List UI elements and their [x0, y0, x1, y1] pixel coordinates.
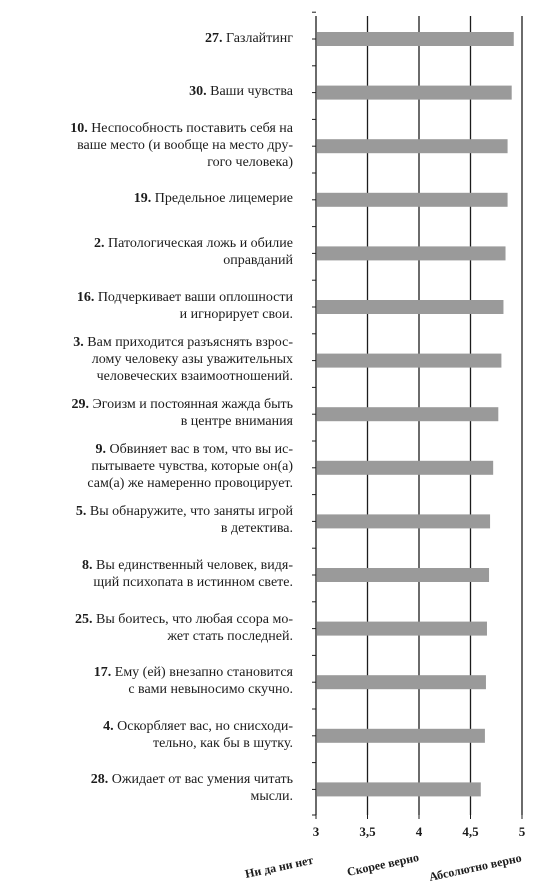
bar: [317, 139, 508, 153]
category-label: [8, 334, 293, 385]
category-label: [8, 664, 293, 698]
bar: [317, 514, 490, 528]
category-text: Подчеркивает ваши оплошности и игнорирует свои.: [97, 290, 293, 322]
bar: [317, 354, 501, 368]
bar: [317, 300, 503, 314]
category-number: 27.: [204, 30, 223, 46]
category-text: Неспособность поставить себя на ваше место (и вообще на место дру- гого человека): [77, 120, 293, 170]
category-number: 19.: [133, 191, 152, 207]
category-number: 16.: [76, 290, 95, 305]
category-label: [8, 30, 293, 47]
category-text: Патологическая ложь и обилие оправданий: [108, 236, 293, 269]
category-label: [8, 396, 293, 430]
category-text: Ему (ей) внезапно становится с вами невыносимо скучно.: [114, 665, 293, 698]
category-label: [8, 718, 293, 752]
verbal-scale-label: Абсолютно верно: [427, 850, 523, 884]
category-text: Вы обнаружите, что заняты игрой в детектива.: [89, 504, 293, 537]
bar: [317, 86, 512, 100]
category-number: 29.: [71, 397, 89, 413]
category-number: 9.: [95, 442, 107, 458]
bar: [317, 461, 493, 475]
category-number: 28.: [90, 772, 109, 788]
bar: [317, 568, 489, 582]
category-number: 25.: [75, 611, 93, 627]
x-tick-label: 3,5: [359, 824, 376, 839]
category-label: [8, 235, 293, 269]
category-number: 8.: [82, 558, 93, 573]
category-label: [8, 771, 293, 805]
category-number: 10.: [70, 120, 88, 136]
category-text: Газлайтинг: [222, 30, 293, 46]
category-label: [8, 289, 293, 323]
category-number: 4.: [103, 718, 114, 734]
category-label: [8, 83, 293, 100]
category-number: 5.: [75, 504, 87, 520]
category-text: Вы боитесь, что любая ссора мо- жет стать последней.: [96, 611, 293, 644]
bar: [317, 622, 487, 636]
category-label: [8, 557, 293, 591]
category-label: [8, 611, 293, 645]
category-number: 2.: [94, 236, 105, 252]
bar: [317, 729, 485, 743]
verbal-scale-label: Ни да ни нет: [243, 852, 315, 881]
category-text: Ожидает от вас умения читать мысли.: [111, 772, 293, 805]
category-label: [8, 190, 293, 207]
category-text: Предельное лицемерие: [151, 191, 293, 207]
x-tick-label: 3: [312, 824, 320, 839]
category-number: 3.: [73, 335, 84, 351]
category-text: Вы единственный человек, видя- щий психопата в истинном свете.: [93, 558, 293, 590]
category-text: Вам приходится разъяснять взрос- лому человеку азы уважительных человеческих взаимоотношений.: [87, 335, 293, 385]
category-number: 30.: [189, 84, 207, 100]
bar: [317, 782, 481, 796]
bar: [317, 407, 498, 421]
x-tick-label: 4,5: [462, 824, 479, 839]
bar: [317, 675, 486, 689]
bar: [317, 193, 508, 207]
x-tick-label: 5: [518, 824, 526, 839]
category-label: [8, 441, 293, 492]
category-number: 17.: [93, 665, 112, 681]
category-text: Эгоизм и постоянная жажда быть в центре внимания: [92, 397, 293, 430]
category-label: [8, 503, 293, 537]
bar: [317, 32, 514, 46]
category-label: [8, 120, 293, 171]
category-text: Обвиняет вас в том, что вы ис- пытываете чувства, которые он(а) сам(а) же намеренно провоцирует.: [87, 442, 293, 492]
category-text: Оскорбляет вас, но снисходи- тельно, как бы в шутку.: [117, 718, 293, 751]
bar: [317, 246, 506, 260]
x-tick-label: 4: [415, 824, 423, 839]
category-text: Ваши чувства: [206, 84, 293, 100]
verbal-scale-label: Скорее верно: [345, 850, 421, 879]
